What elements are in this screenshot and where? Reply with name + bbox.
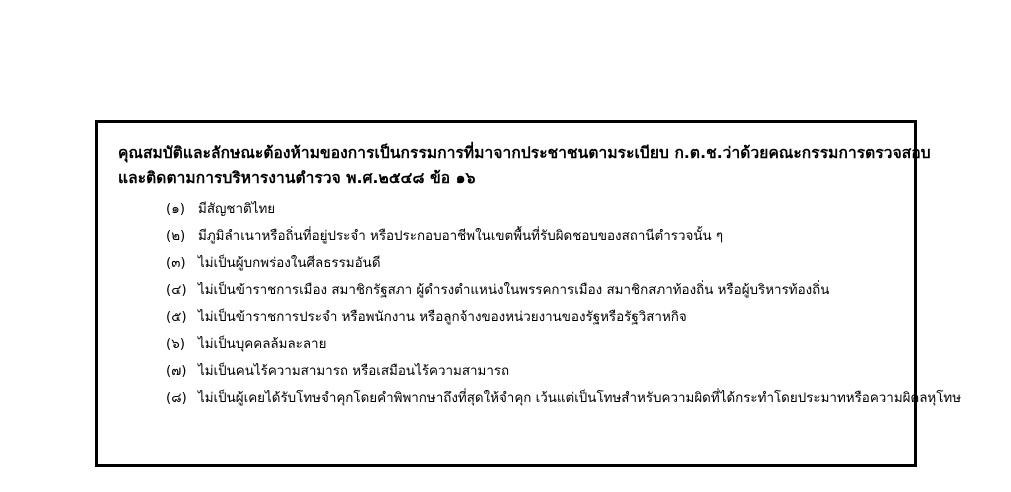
list-item-text: มีภูมิลำเนาหรือถิ่นที่อยู่ประจำ หรือประกอบอาชีพในเขตพื้นที่รับผิดชอบของสถานีตำรวจนั้น ๆ bbox=[198, 229, 724, 245]
document-bordered-box bbox=[95, 120, 962, 467]
list-item-text: ไม่เป็นข้าราชการประจำ หรือพนักงาน หรือลูกจ้างของหน่วยงานของรัฐหรือรัฐวิสาหกิจ bbox=[198, 309, 687, 325]
list-item bbox=[166, 338, 894, 351]
list-item-marker: (๒) bbox=[166, 229, 186, 245]
list-item-text: ไม่เป็นคนไร้ความสามารถ หรือเสมือนไร้ความสามารถ bbox=[198, 363, 510, 379]
heading-line-1: คุณสมบัติและลักษณะต้องห้ามของการเป็นกรรมการที่มาจากประชาชนตามระเบียบ ก.ต.ช.ว่าด้วยคณะกรรมการตรวจสอบ bbox=[118, 144, 931, 162]
list-item-marker: (๘) bbox=[166, 390, 187, 406]
list-item-marker: (๕) bbox=[166, 309, 187, 325]
list-item-marker: (๔) bbox=[166, 282, 187, 298]
document-content bbox=[98, 123, 962, 428]
list-item-text: มีสัญชาติไทย bbox=[198, 202, 276, 218]
heading-line-2: และติดตามการบริหารงานตำรวจ พ.ศ.๒๕๔๘ ข้อ ๑๖ bbox=[118, 169, 476, 188]
list-item bbox=[166, 390, 962, 406]
list-item bbox=[166, 257, 894, 270]
list-item-marker: (๗) bbox=[166, 363, 187, 379]
list-item-marker: (๓) bbox=[166, 256, 186, 272]
list-item-text: ไม่เป็นบุคคลล้มละลาย bbox=[198, 336, 327, 352]
list-item-text: ไม่เป็นผู้เคยได้รับโทษจำคุกโดยคำพิพากษาถึงที่สุดให้จำคุก เว้นแต่เป็นโทษสำหรับความผิดที่ได้กระทำโดยประมาทหรือความผิดลหุโทษ bbox=[198, 390, 962, 406]
qualification-list bbox=[118, 202, 962, 406]
list-item bbox=[166, 311, 894, 324]
list-item bbox=[166, 203, 894, 216]
list-item bbox=[166, 365, 894, 378]
list-item-text: ไม่เป็นผู้บกพร่องในศีลธรรมอันดี bbox=[198, 256, 381, 272]
list-item-marker: (๖) bbox=[166, 336, 185, 352]
list-item-text: ไม่เป็นข้าราชการเมือง สมาชิกรัฐสภา ผู้ดำรงตำแหน่งในพรรคการเมือง สมาชิกสภาท้องถิ่น หรือผู้บริหารท้องถิ่น bbox=[198, 282, 830, 298]
list-item bbox=[166, 284, 894, 297]
list-item bbox=[166, 230, 894, 243]
document-heading bbox=[118, 141, 931, 191]
list-item-marker: (๑) bbox=[166, 202, 185, 218]
